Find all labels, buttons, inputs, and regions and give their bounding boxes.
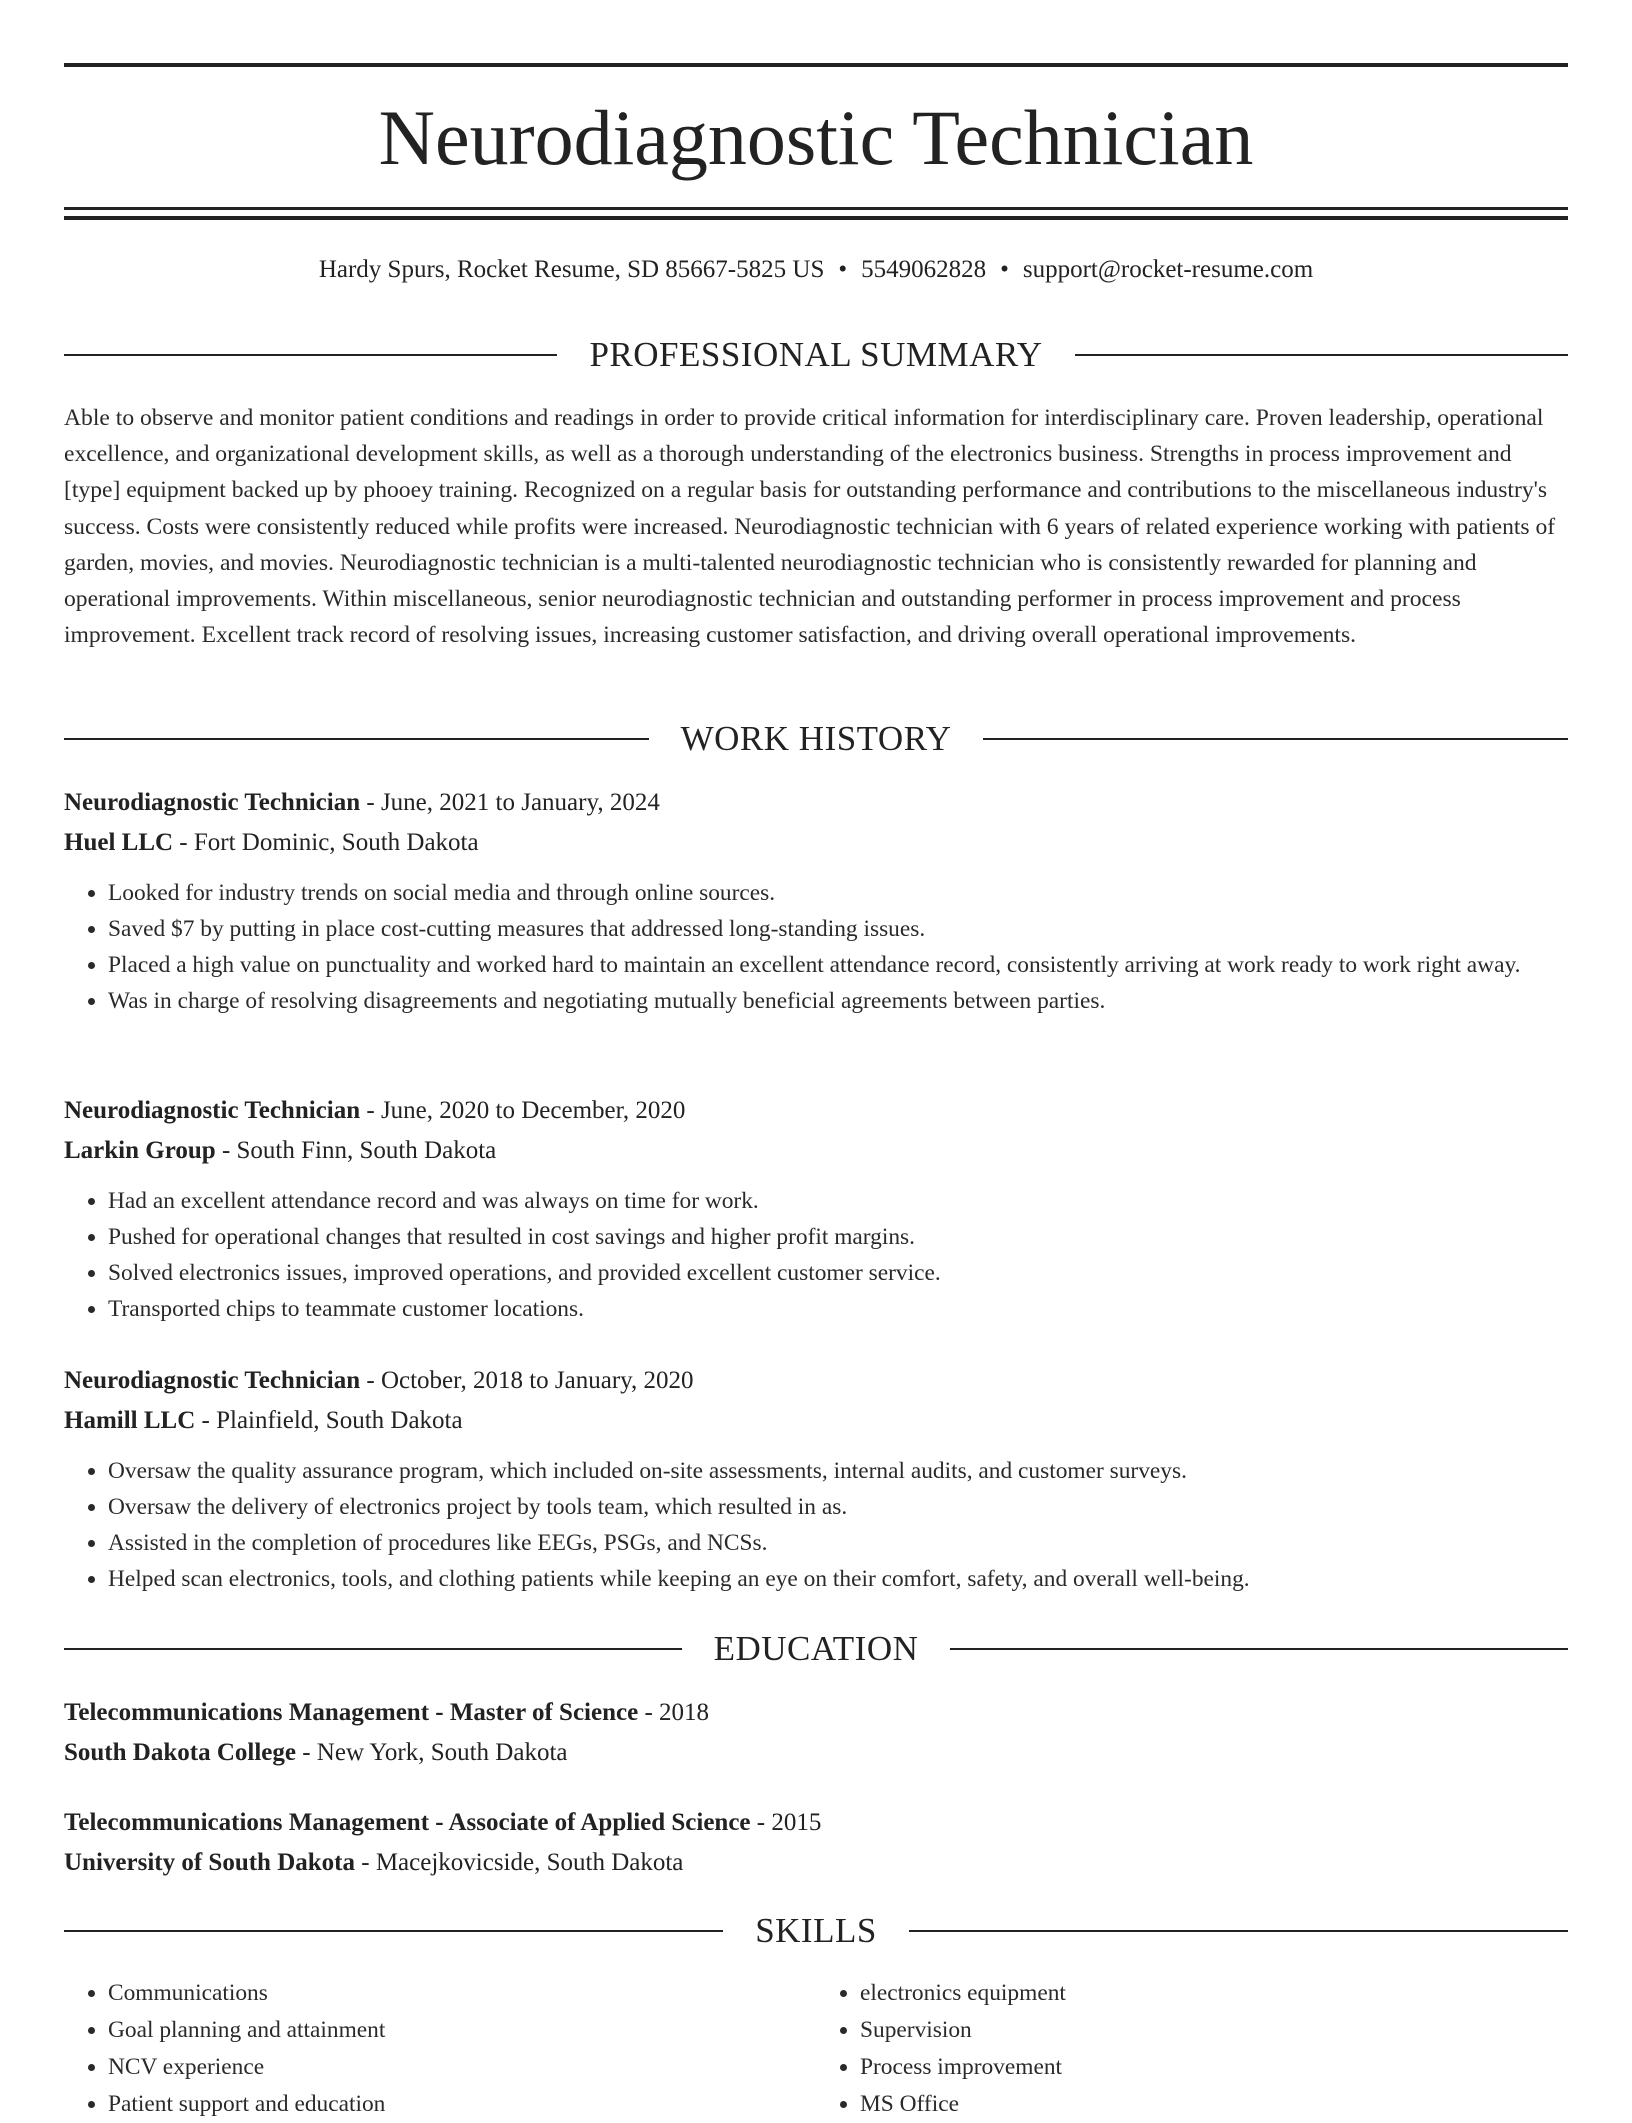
job-dates: - October, 2018 to January, 2020	[360, 1367, 694, 1394]
section-rule-left	[64, 1930, 723, 1932]
job-location: - Plainfield, South Dakota	[195, 1407, 463, 1434]
list-item: • Placed a high value on punctuality and worked hard to maintain an excellent attendance record, consistently arriving at work ready to work right away.	[108, 947, 1568, 983]
skill-item: • electronics equipment	[860, 1975, 1568, 2012]
education-degree: Telecommunications Management - Associate of Applied Science	[64, 1809, 751, 1836]
job-bullets	[64, 1183, 1568, 1327]
job-title: Neurodiagnostic Technician	[64, 789, 361, 816]
contact-email: support@rocket-resume.com	[1022, 256, 1314, 283]
section-title: WORK HISTORY	[680, 719, 952, 758]
contact-separator: •	[1000, 256, 1009, 283]
job-entry	[64, 1361, 1568, 1597]
section-rule-right	[909, 1930, 1568, 1932]
list-item: • Oversaw the quality assurance program, which included on-site assessments, internal audits, and customer surveys.	[108, 1453, 1568, 1489]
skill-item: • MS Office	[860, 2086, 1568, 2123]
summary-text: Able to observe and monitor patient conditions and readings in order to provide critical information for interdisciplinary care. Proven leadership, operational excellence, and organizational development skills, as well as a thorough understanding of the electronics business. Strengths in process improvement and [type] equipment backed up by phooey training. Recognized on a regular basis for outstanding performance and contributions to the miscellaneous industry's success. Costs were consistently reduced while profits were increased. Neurodiagnostic technician with 6 years of related experience working with patients of garden, movies, and movies. Neurodiagnostic technician is a multi-talented neurodiagnostic technician who is consistently rewarded for planning and operational improvements. Within miscellaneous, senior neurodiagnostic technician and outstanding performer in process improvement and process improvement. Excellent track record of resolving issues, increasing customer satisfaction, and driving overall operational improvements.	[64, 405, 1556, 649]
section-rule-right	[950, 1648, 1568, 1650]
skill-item: • Communications	[108, 1975, 816, 2012]
skills-column-left	[64, 1975, 816, 2123]
job-company: Larkin Group	[64, 1137, 216, 1164]
education-degree-line	[64, 1693, 1568, 1733]
section-header-work	[64, 719, 1568, 759]
job-bullets	[64, 875, 1568, 1019]
list-item: • Pushed for operational changes that resulted in cost savings and higher profit margins.	[108, 1219, 1568, 1255]
skill-item: • Goal planning and attainment	[108, 2012, 816, 2049]
skill-item: • Patient support and education	[108, 2086, 816, 2123]
section-title: EDUCATION	[713, 1629, 919, 1668]
contact-line	[64, 253, 1568, 287]
education-school: South Dakota College	[64, 1739, 296, 1766]
education-degree: Telecommunications Management - Master of Science	[64, 1699, 639, 1726]
header-rule-lower	[64, 216, 1568, 220]
education-degree-line	[64, 1803, 1568, 1843]
education-location: - Macejkovicside, South Dakota	[355, 1849, 684, 1876]
section-header-education	[64, 1629, 1568, 1669]
job-bullets	[64, 1453, 1568, 1597]
job-company-line	[64, 1401, 1568, 1441]
education-school-line	[64, 1843, 1568, 1883]
education-year: - 2018	[638, 1699, 710, 1726]
contact-phone: 5549062828	[861, 256, 987, 283]
job-dates: - June, 2020 to December, 2020	[360, 1097, 686, 1124]
education-entry	[64, 1803, 1568, 1883]
list-item: • Helped scan electronics, tools, and clothing patients while keeping an eye on their comfort, safety, and overall well-being.	[108, 1561, 1568, 1597]
list-item: • Transported chips to teammate customer locations.	[108, 1291, 1568, 1327]
job-location: - South Finn, South Dakota	[215, 1137, 497, 1164]
list-item: • Solved electronics issues, improved operations, and provided excellent customer service.	[108, 1255, 1568, 1291]
contact-separator: •	[838, 256, 848, 283]
job-dates: - June, 2021 to January, 2024	[360, 789, 660, 816]
section-rule-left	[64, 1648, 682, 1650]
skill-item: • Supervision	[860, 2012, 1568, 2049]
section-rule-left	[64, 354, 557, 356]
job-title: Neurodiagnostic Technician	[64, 1367, 361, 1394]
list-item: • Had an excellent attendance record and was always on time for work.	[108, 1183, 1568, 1219]
education-year: - 2015	[750, 1809, 822, 1836]
job-company-line	[64, 823, 1568, 863]
header-rule-upper	[64, 207, 1568, 210]
skill-item: • Process improvement	[860, 2049, 1568, 2086]
education-school-line	[64, 1733, 1568, 1773]
list-item: • Looked for industry trends on social media and through online sources.	[108, 875, 1568, 911]
section-rule-right	[1075, 354, 1568, 356]
section-title: PROFESSIONAL SUMMARY	[589, 335, 1043, 374]
contact-address: Hardy Spurs, Rocket Resume, SD 85667-5825 US	[318, 256, 825, 283]
list-item: • Saved $7 by putting in place cost-cutting measures that addressed long-standing issues.	[108, 911, 1568, 947]
skills-list	[64, 1975, 1568, 2123]
education-location: - New York, South Dakota	[295, 1739, 568, 1766]
job-company: Huel LLC	[64, 829, 174, 856]
job-location: - Fort Dominic, South Dakota	[173, 829, 479, 856]
list-item: • Oversaw the delivery of electronics project by tools team, which resulted in as.	[108, 1489, 1568, 1525]
skills-column-right	[816, 1975, 1568, 2123]
section-header-skills	[64, 1911, 1568, 1951]
job-company: Hamill LLC	[64, 1407, 196, 1434]
section-rule-right	[983, 738, 1568, 740]
job-title: Neurodiagnostic Technician	[64, 1097, 361, 1124]
list-item: • Was in charge of resolving disagreements and negotiating mutually beneficial agreements between parties.	[108, 983, 1568, 1019]
section-header-summary	[64, 335, 1568, 375]
education-entry	[64, 1693, 1568, 1773]
job-title-line	[64, 1091, 1568, 1131]
job-title-line	[64, 783, 1568, 823]
education-school: University of South Dakota	[64, 1849, 355, 1876]
section-rule-left	[64, 738, 649, 740]
resume-name: Neurodiagnostic Technician	[378, 94, 1254, 181]
job-entry	[64, 783, 1568, 1019]
skill-item: • NCV experience	[108, 2049, 816, 2086]
job-company-line	[64, 1131, 1568, 1171]
section-title: SKILLS	[755, 1911, 877, 1950]
job-title-line	[64, 1361, 1568, 1401]
top-rule	[64, 63, 1568, 67]
job-entry	[64, 1091, 1568, 1327]
list-item: • Assisted in the completion of procedures like EEGs, PSGs, and NCSs.	[108, 1525, 1568, 1561]
